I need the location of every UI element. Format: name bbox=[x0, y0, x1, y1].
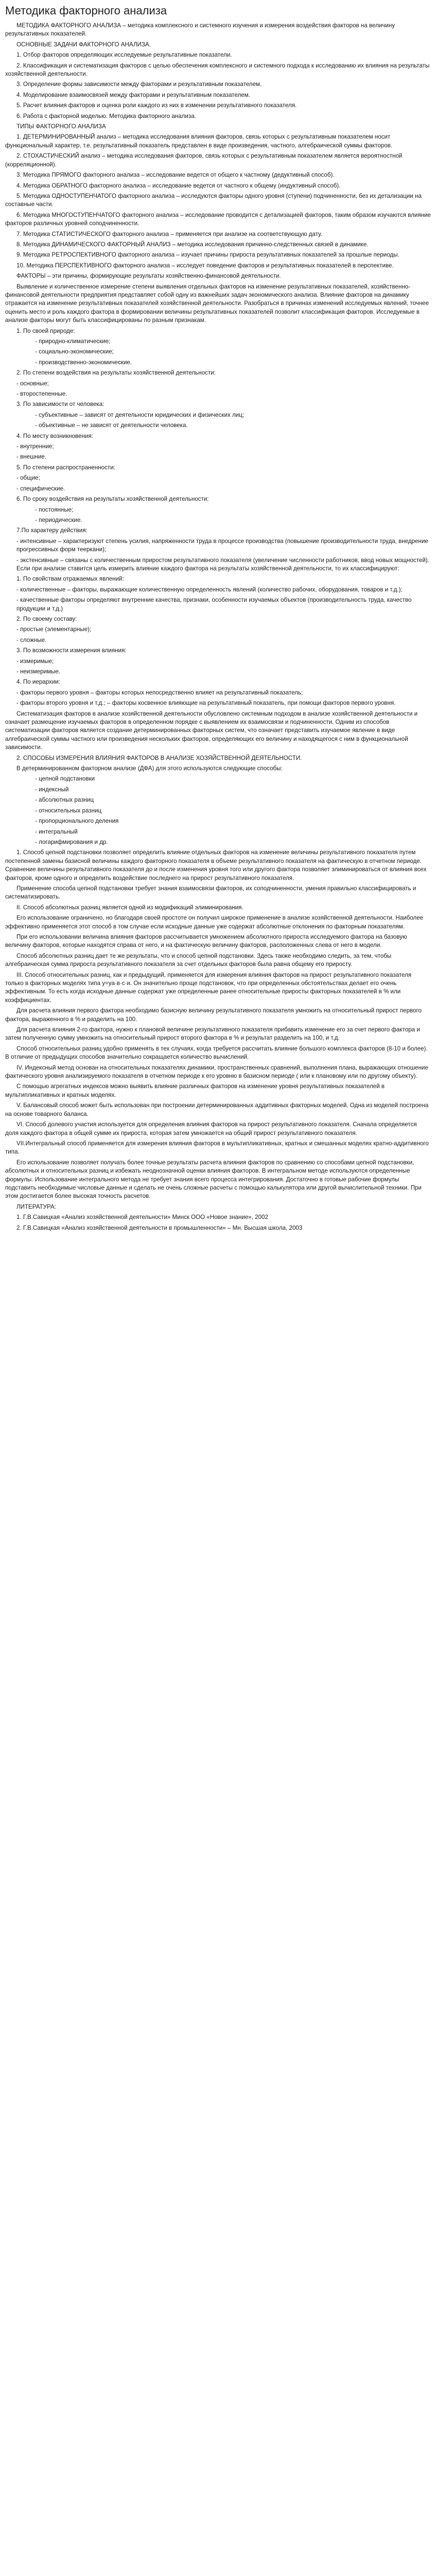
document bbox=[0, 0, 436, 1232]
paragraph: 4. Моделирование взаимосвязей между факторами и результативным показателем. bbox=[16, 91, 250, 98]
paragraph: 4. По иерархии: bbox=[16, 679, 60, 686]
paragraph: 6. По сроку воздействия на результаты хозяйственной деятельности: bbox=[16, 496, 209, 503]
paragraph: Его использование позволяет получать более точные результаты расчета влияния факторов по сравнению со способами цепной подстановки, абсолютных и относительных разниц и избежать неоднозначной оценки влияния факторов. В интегральном методе используются определенные формулы. Использование интегрального метода не требует знания всего процесса интегрирования. Достаточно в готовые рабочие формулы подставить необходимые числовые данные и сделать не очень сложные расчеты с помощью калькулятора или другой вычислительной техники. При этом достигается более высокая точность расчетов. bbox=[5, 1159, 422, 1200]
list-item: - абсолютных разниц bbox=[35, 796, 94, 804]
paragraph: 9. Методика РЕТРОСПЕКТИВНОГО факторного анализа – изучает причины прироста результативных показателей за прошлые периоды. bbox=[16, 251, 399, 259]
list-item: - логарифмирования и др. bbox=[35, 838, 108, 845]
list-item: - постоянные; bbox=[35, 506, 74, 513]
paragraph: 3. По зависимости от человека: bbox=[16, 401, 104, 408]
list-item: - социально-экономические; bbox=[35, 348, 114, 355]
paragraph: ЛИТЕРАТУРА: bbox=[16, 1203, 56, 1210]
list-item: - факторы второго уровня и т.д.; – факторы косвенное влияющие на результативный показатель, при помощи факторов первого уровня. bbox=[16, 700, 396, 707]
paragraph: 6. Методика МНОГОСТУПЕНЧАТОГО факторного анализа – исследование проводится с детализацией факторов, таким образом изучаются влияние факторов различных уровней соподчиненности. bbox=[5, 211, 431, 227]
paragraph: II. Способ абсолютных разниц является одной из модификаций элиминирования. bbox=[16, 904, 243, 911]
paragraph: 1. Отбор факторов определяющих исследуемые результативные показатели. bbox=[16, 52, 232, 59]
document-body bbox=[5, 22, 431, 1232]
paragraph: МЕТОДИКА ФАКТОРНОГО АНАЛИЗА – методика комплексного и системного изучения и измерения воздействия факторов на величину результативных показателей. bbox=[5, 22, 395, 38]
paragraph: Выявление и количественное измерение степени выявления отдельных факторов на изменение результативных показателей, хозяйственно-финансовой деятельности предприятия представляет собой одну из важнейших задач экономического анализа. Влияние факторов на динамику отражается на изменение результативных показателей хозяйственной деятельности. Разобраться в причинах изменений исследуемых явлений, точнее оценить место и роль каждого фактора в формировании величины результативных показателей позволит классификация факторов. Исследуемые в анализе факторы могут быть классифицированы по разным признакам. bbox=[5, 283, 429, 324]
paragraph: 1. По свойствам отражаемых явлений: bbox=[16, 575, 124, 583]
list-item: - интегральный bbox=[35, 828, 78, 835]
list-item: - специфические. bbox=[16, 485, 65, 492]
list-item: - периодические. bbox=[35, 516, 82, 523]
paragraph: 3. Определение формы зависимости между факторами и результативным показателем. bbox=[16, 81, 262, 88]
list-item: - относительных разниц bbox=[35, 807, 102, 814]
paragraph: 1. ДЕТЕРМИНИРОВАННЫЙ анализ – методика исследования влияния факторов, связь которых с результативным показателем носит функциональный характер, т.е. результативный показатель представлен в виде произведения, частного, алгебраической суммы факторов. bbox=[5, 133, 393, 149]
paragraph: 2. Г.В.Савицкая «Анализ хозяйственной деятельности в промышленности» – Мн. Высшая школа, 2003 bbox=[16, 1224, 303, 1231]
paragraph: При его использовании величина влияния факторов рассчитывается умножением абсолютного прироста исследуемого фактора на базовую величину факторов, которые находятся справа от него, и на фактическую величину факторов, расположенных слева от него в модели. bbox=[5, 933, 407, 949]
paragraph: 8. Методика ДИНАМИЧЕСКОГО ФАКТОРНЫЙ АНАЛИЗ – методика исследования причинно-следственных связей в динамике. bbox=[16, 241, 369, 248]
list-item: - второстепенные. bbox=[16, 391, 67, 398]
paragraph: Для расчета влияния 2-го фактора, нужно к плановой величине результативного показателя прибавить изменение его за счет первого фактора и затем полученную сумму умножить на относительный прирост второго фактора в % и результат разделить на 100, и т.д. bbox=[5, 1026, 420, 1042]
paragraph: 5. По степени распространенности: bbox=[16, 464, 115, 471]
paragraph: 1. По своей природе: bbox=[16, 327, 75, 334]
paragraph: Применение способа цепной подстановки требует знания взаимосвязи факторов, их соподчиненности, умения правильно классифицировать и систематизировать. bbox=[5, 885, 416, 901]
paragraph: 4. Методика ОБРАТНОГО факторного анализа – исследование ведется от частного к общему (индуктивный способ). bbox=[16, 182, 341, 189]
list-item: - производственно-экономические. bbox=[35, 359, 132, 366]
list-item: - природно-климатические; bbox=[35, 338, 111, 345]
paragraph: 4. По месту возникновения: bbox=[16, 432, 93, 439]
paragraph: Способ абсолютных разниц дает те же результаты, что и способ цепной подстановки. Здесь также необходимо следить, за тем, чтобы алгебраическая сумма прироста результативного показателя за счет отдельных факторов была равна общему его приросту. bbox=[5, 952, 392, 968]
paragraph: 10. Методика ПЕРСПЕКТИВНОГО факторного анализа – исследует поведение факторов и результативных показателей в перспективе. bbox=[16, 262, 394, 269]
paragraph: С помощью агрегатных индексов можно выявить влияние различных факторов на изменение уровня результативных показателей в мультипликативных и кратных моделях. bbox=[5, 1083, 385, 1098]
list-item: - объективные – не зависят от деятельности человека. bbox=[35, 422, 188, 429]
list-item: - качественные факторы определяют внутренние качества, признаки, особенности изучаемых объектов (производительность труда, качество продукции и т.д.) bbox=[16, 597, 412, 612]
paragraph: 2. Классификация и систематизация факторов с целью обеспечения комплексного и системного подхода к исследованию их влияния на результаты хозяйственной деятельности. bbox=[5, 62, 430, 78]
paragraph: 3. Методика ПРЯМОГО факторного анализа – исследование ведется от общего к частному (дедуктивный способ). bbox=[16, 172, 335, 179]
paragraph: VII.Интегральный способ применяется для измерения влияния факторов в мультипликативных, кратных и смешанных моделях кратно-аддитивного типа. bbox=[5, 1140, 429, 1156]
list-item: - основные; bbox=[16, 380, 49, 387]
list-item: - внешние. bbox=[16, 453, 46, 461]
list-item: - цепной подстановки bbox=[35, 775, 95, 783]
paragraph: ФАКТОРЫ – эти причины, формирующие результаты хозяйственно-финансовой деятельности. bbox=[16, 273, 281, 280]
list-item: - количественные – факторы, выражающие количественную определенность явлений (количество рабочих, оборудования, товаров и т.д.); bbox=[16, 586, 403, 593]
paragraph: Его использование ограничено, но благодаря своей простоте он получил широкое применение в анализе хозяйственной деятельности. Наиболее эффективно применяется этот способ в том случае если исходные данные уже содержат абсолютные отклонения по факторным показателям. bbox=[5, 914, 424, 930]
paragraph: 3. По возможности измерения влияния: bbox=[16, 647, 127, 654]
paragraph: ТИПЫ ФАКТОРНОГО АНАЛИЗА bbox=[16, 123, 106, 130]
list-item: - интенсивные – характеризуют степень усилия, напряженности труда в процессе производства (повышение производительности труда, внедрение прогрессивных форм тееркани); bbox=[16, 537, 428, 553]
paragraph: IV. Индексный метод основан на относительных показателях динамики, пространственных сравнений, выполнения плана, выражающих отношение фактического уровня анализируемого показателя в отчетном периоде к его уровню в базисном периоде ( или к плановому или по другому объекту). bbox=[5, 1064, 428, 1080]
paragraph: Систематизация факторов в анализе хозяйственной деятельности обусловлено системным подходом в анализе хозяйственной деятельности и означает размещение изучаемых факторов в определенном порядке с выявлением их взаимосвязи и подчиненности. Одним из способов систематизации факторов является создание детерминированных факторных систем, что означает представить изучаемое явление в виде алгебраической суммы частного или произведения нескольких факторов, определяющих его величину и находящегося с ним в функциональной зависимости. bbox=[5, 710, 418, 751]
list-item: - индексный bbox=[35, 786, 69, 793]
list-item: - общие; bbox=[16, 474, 40, 482]
paragraph: 5. Методика ОДНОСТУПЕНЧАТОГО факторного анализа – исследуются факторы одного уровня (ступени) подчиненности, без их детализации на составные части. bbox=[5, 192, 422, 208]
paragraph: V. Балансовый способ может быть использован при построении детерминированных аддитивных факторных моделей. Одна из моделей построена на основе товарного баланса. bbox=[5, 1102, 429, 1117]
paragraph: 7.По характеру действия: bbox=[16, 527, 88, 534]
paragraph: 2. По своему составу: bbox=[16, 615, 77, 622]
paragraph: VI. Способ долевого участия используется для определения влияния факторов на прирост результативного показателя. Сначала определяется доля каждого фактора в общей сумме их прироста, которая затем умножается на общий прирост результативного показателя. bbox=[5, 1121, 417, 1137]
paragraph: 1. Способ цепной подстановки позволяет определить влияние отдельных факторов на изменение величины результативного показателя путем постепенной замены базисной величины каждого факторного показателя в объеме результативного показателя на фактическую в отчетном периоде. Сравнение величины результативного показателя до и после изменения уровня того или другого фактора позволяет элиминироваться от влияния всех факторов, кроме одного и определить воздействие последнего на прирост результативного показателя. bbox=[5, 849, 427, 882]
paragraph: 7. Методика СТАТИСТИЧЕСКОГО факторного анализа – применяется при анализе на соответствующую дату. bbox=[16, 230, 322, 238]
list-item: - измеримые; bbox=[16, 657, 54, 665]
list-item: - неизмеримые. bbox=[16, 668, 61, 675]
paragraph: Способ относительных разниц удобно применять в тех случаях, когда требуется рассчитать влияние большого комплекса факторов (8-10 и более). В отличие от предыдущих способов значительно сокращается количество вычислений. bbox=[5, 1045, 428, 1061]
paragraph: 1. Г.В.Савицкая «Анализ хозяйственной деятельности» Минск ООО «Новое знание», 2002 bbox=[16, 1214, 268, 1221]
paragraph: 2. СПОСОБЫ ИЗМЕРЕНИЯ ВЛИЯНИЯ ФАКТОРОВ В АНАЛИЗЕ ХОЗЯЙСТВЕННОЙ ДЕЯТЕЛЬНОСТИ. bbox=[16, 754, 302, 761]
paragraph: В детерминированном факторном анализе (ДФА) для этого используются следующие способы: bbox=[16, 765, 283, 772]
paragraph: ОСНОВНЫЕ ЗАДАЧИ ФАКТОРНОГО АНАЛИЗА. bbox=[16, 41, 151, 48]
page-title: Методика факторного анализа bbox=[5, 4, 167, 17]
list-item: - пропорционального деления bbox=[35, 818, 119, 825]
paragraph: 6. Работа с факторной моделью. Методика факторного анализа. bbox=[16, 112, 196, 120]
list-item: - внутренние; bbox=[16, 443, 54, 450]
paragraph: 2. СТОХАСТИЧЕСКИЙ анализ – методика исследования факторов, связь которых с результативным показателем является вероятностной (корреляционной). bbox=[5, 152, 403, 168]
list-item: - экстенсивные – связаны с количественным приростом результативного показателя (увеличение численности работников, ввод новых мощностей). Если при анализе ставится цель измерить влияние каждого фактора на результаты хозяйственной деятельности, то их классифицируют: bbox=[16, 556, 429, 572]
paragraph: 2. По степени воздействия на результаты хозяйственной деятельности: bbox=[16, 369, 216, 377]
paragraph: III. Способ относительных разниц, как и предыдущий, применяется для измерения влияния факторов на прирост результативного показателя только в факторных моделях типа у=уа·в·с·и. Он значительно проще подстановок, что при определенных обстоятельствах делает его очень эффективным. То есть когда исходные данные содержат уже определенные ранее относительные приросты факторных показателей в % или коэффициентах. bbox=[5, 971, 412, 1004]
list-item: - простые (элементарные); bbox=[16, 626, 92, 633]
list-item: - субъективные – зависят от деятельности юридических и физических лиц; bbox=[35, 411, 245, 418]
list-item: - сложные. bbox=[16, 636, 47, 643]
list-item: - факторы первого уровня – факторы которых непосредственно влияет на результативный показатель; bbox=[16, 689, 303, 696]
paragraph: 5. Расчет влияния факторов и оценка роли каждого из них в изменении результативного показателя. bbox=[16, 102, 297, 109]
paragraph: Для расчета влияния первого фактора необходимо базисную величину результативного показателя умножить на относительный прирост первого фактора, выраженного в % и разделить на 100. bbox=[5, 1007, 422, 1023]
